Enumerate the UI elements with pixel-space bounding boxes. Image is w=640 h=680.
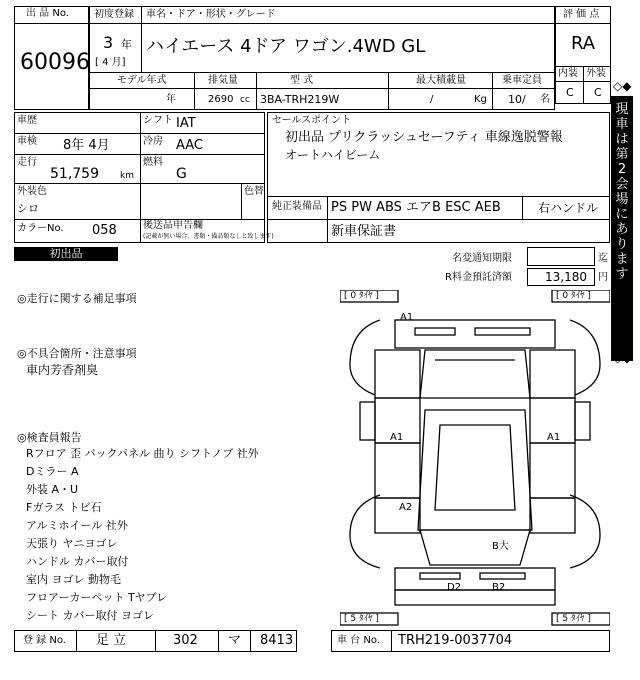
side-char: 会: [615, 177, 629, 192]
color-change-label: 色替: [244, 186, 264, 197]
damage-mark: A1: [400, 312, 414, 323]
inspector-title: ◎検査員報告: [17, 431, 82, 444]
reg-kana: マ: [228, 633, 242, 648]
damage-mark: B大: [492, 541, 509, 552]
color-no-label: カラーNo.: [17, 223, 64, 234]
displacement-unit: cc: [240, 95, 250, 105]
mileage-label: 走行: [17, 157, 37, 168]
ac-value: AAC: [176, 138, 203, 153]
chassis-value: TRH219-0037704: [398, 633, 513, 648]
side-char: あ: [615, 222, 629, 237]
first-listing-badge: 初出品: [14, 247, 118, 261]
first-reg-year: 3: [103, 33, 114, 52]
tire-label-br: [ 5 ﾀｲﾔ ]: [556, 614, 591, 624]
docs-note: (記載が無い場合、書類・備品類なしと致します): [143, 233, 274, 240]
side-char: 第: [615, 147, 629, 162]
reg-class: 302: [173, 633, 198, 648]
side-char: ま: [615, 252, 629, 267]
recycle-unit: 円: [598, 272, 608, 283]
side-char: す: [615, 267, 629, 282]
vehicle-label: 車名・ドア・形状・グレード: [146, 9, 276, 20]
fuel-label: 燃料: [143, 157, 163, 168]
damage-mark: D2: [447, 582, 462, 593]
side-char: 車: [615, 117, 629, 132]
sales-line-1: 初出品 プリクラッシュセーフティ 車線逸脱警報: [285, 130, 563, 145]
inspection-label: 車検: [17, 136, 37, 147]
inspector-line: Dミラー A: [26, 465, 79, 478]
notice-label: 名変通知期限: [452, 253, 512, 264]
docs-label: 後送品申告欄: [143, 220, 203, 231]
reg-area: 足 立: [96, 633, 127, 648]
mileage-value: 51,759: [50, 166, 99, 182]
tire-label-tr: [ 0 ﾀｲﾔ ]: [556, 291, 591, 301]
grade-label: 評 価 点: [563, 9, 600, 20]
model-label: 型 式: [290, 75, 314, 86]
capacity-label: 乗車定員: [502, 75, 542, 86]
model-year-label: モデル年式: [117, 75, 167, 86]
ext-color-label: 外装色: [17, 186, 47, 197]
exterior-label: 外装: [586, 68, 606, 79]
chassis-label: 車 台 No.: [337, 635, 380, 646]
notice-unit: 迄: [598, 253, 608, 264]
inspector-line: 外装 A・U: [26, 483, 79, 496]
reg-number: 8413: [260, 633, 294, 648]
vehicle-name: ハイエース 4ドア ワゴン.4WD GL: [146, 36, 426, 57]
history-label: 車歴: [17, 115, 37, 126]
sales-line-2: オートハイビーム: [285, 148, 381, 162]
displacement-value: 2690: [208, 94, 234, 105]
steering-value: 右ハンドル: [538, 201, 599, 215]
first-reg-month: [ 4 月]: [95, 57, 126, 68]
side-char: 場: [615, 192, 629, 207]
model-value: 3BA-TRH219W: [260, 93, 340, 106]
ext-color-value: シロ: [17, 202, 39, 215]
inspector-line: 室内 ヨゴレ 動物毛: [26, 573, 121, 586]
recycle-amount: 13,180: [545, 270, 587, 284]
exterior-grade: C: [594, 86, 602, 99]
inspection-value: 8年 4月: [63, 138, 110, 153]
inspector-line: アルミホイール 社外: [26, 519, 128, 532]
sales-label: セールスポイント: [272, 115, 352, 126]
damage-mark: B2: [492, 582, 506, 593]
side-bottom-mark: ◇◆: [613, 351, 632, 365]
reg-label: 登 録 No.: [23, 635, 66, 646]
lot-label: 出 品 No.: [26, 8, 69, 19]
grade-value: RA: [571, 33, 596, 54]
inspector-line: Fガラス トビ石: [26, 501, 102, 514]
shift-label: シフト: [143, 115, 173, 126]
inspector-line: シート カバー取付 ヨゴレ: [26, 609, 154, 622]
equipment-label: 純正装備品: [272, 201, 322, 212]
max-load-slash: /: [430, 94, 434, 105]
interior-grade: C: [566, 86, 574, 99]
fuel-value: G: [176, 166, 187, 182]
lot-number: 60096: [20, 50, 90, 75]
capacity-unit: 名: [540, 94, 550, 105]
side-char: 2: [617, 162, 627, 177]
model-year-unit: 年: [166, 94, 176, 105]
side-char: 現: [615, 102, 629, 117]
max-load-label: 最大積載量: [416, 75, 466, 86]
inspector-line: 天張り ヤニヨゴレ: [26, 537, 118, 550]
equipment-value: PS PW ABS エアB ESC AEB: [331, 200, 501, 215]
year-unit: 年: [121, 38, 132, 51]
ac-label: 冷房: [143, 136, 163, 147]
warranty-value: 新車保証書: [331, 224, 397, 239]
inspector-line: Rフロア 歪 バックパネル 曲り シフトノブ 社外: [26, 447, 259, 460]
recycle-label: R料金預託済額: [445, 272, 512, 283]
side-char: に: [615, 207, 629, 222]
shift-value: IAT: [176, 116, 196, 131]
first-reg-label: 初度登録: [94, 9, 134, 20]
driving-title: ◎走行に関する補足事項: [17, 292, 137, 305]
damage-mark: A2: [399, 502, 413, 513]
notice-box: [527, 247, 595, 266]
damage-mark: A1: [547, 432, 561, 443]
side-char: り: [615, 237, 629, 252]
max-load-unit: Kg: [474, 94, 487, 105]
mileage-unit: km: [120, 171, 134, 181]
inspector-line: ハンドル カバー取付: [26, 555, 129, 568]
capacity-value: 10/: [508, 93, 526, 106]
side-banner: [611, 96, 633, 361]
interior-label: 内装: [558, 68, 578, 79]
side-top-mark: ◇◆: [613, 79, 632, 93]
defect-line: 車内芳香剤臭: [26, 363, 99, 377]
color-no-value: 058: [92, 223, 117, 238]
car-damage-diagram: [340, 290, 610, 630]
side-char: は: [615, 132, 629, 147]
inspector-line: フロアーカーペット Tヤブレ: [26, 591, 168, 604]
displacement-label: 排気量: [208, 75, 238, 86]
defect-title: ◎不具合箇所・注意事項: [17, 347, 137, 360]
tire-label-tl: [ 0 ﾀｲﾔ ]: [344, 291, 379, 301]
damage-mark: A1: [390, 432, 404, 443]
tire-label-bl: [ 5 ﾀｲﾔ ]: [344, 614, 379, 624]
